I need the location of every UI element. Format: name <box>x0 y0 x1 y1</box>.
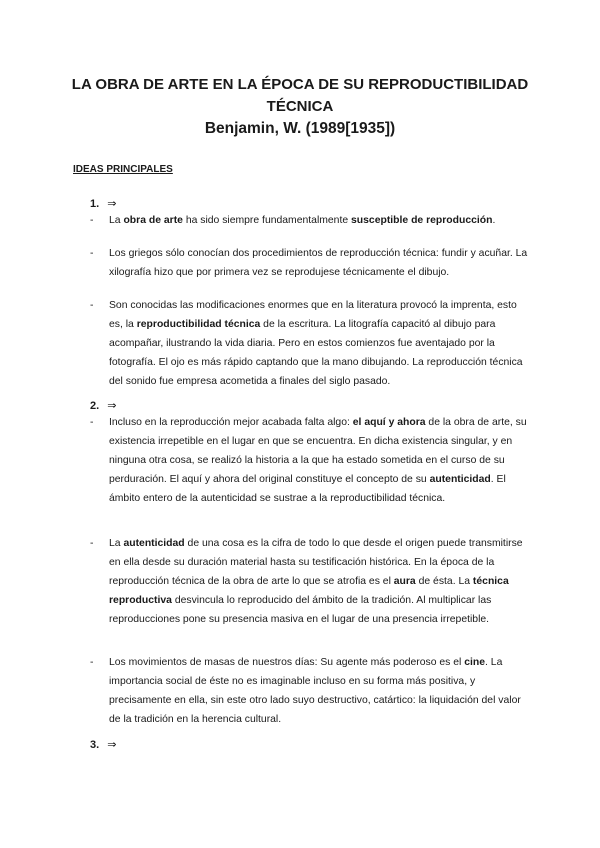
text-run: desvincula lo reproducido del ámbito de la tradición. Al multiplicar las reproducciones pone su presencia masiva en el lugar de una presencia irrepetible. <box>109 595 492 625</box>
bold-term: técnica reproductiva <box>109 576 509 606</box>
list-item <box>90 296 530 391</box>
text-run: de ésta. La <box>415 576 473 587</box>
item-text <box>109 296 530 391</box>
author-citation: Benjamin, W. (1989[1935]) <box>204 120 396 137</box>
section-number-1 <box>90 197 116 210</box>
item-text <box>109 534 530 629</box>
dash-bullet: - <box>90 657 94 668</box>
bold-term: susceptible de reproducción <box>351 215 493 226</box>
text-run: La <box>109 538 124 549</box>
title-line-1: LA OBRA DE ARTE EN LA ÉPOCA DE SU REPRODUCTIBILIDAD <box>71 76 529 93</box>
text-run: de la escritura. La litografía capacitó al dibujo para acompañar, ilustrando la vida diaria. Pero en estos comienzos fue aventajado por la fotografía. El ojo es más rápido captando que la mano dibujando. La reproducción técnica del sonido fue empresa acometida a finales del siglo pasado. <box>109 319 523 387</box>
text-run: de una cosa es la cifra de todo lo que desde el origen puede transmitirse en ella desde su duración material hasta su testificación histórica. En la época de la reproducción técnica de la obra de arte lo que se atrofia es el <box>109 538 523 587</box>
list-item <box>90 534 530 629</box>
dash-bullet: - <box>90 417 94 428</box>
text-run: de la obra de arte, su existencia irrepetible en el lugar en que se encuentra. En dicha existencia singular, y en ninguna otra cosa, se realizó la historia a la que ha estado sometida en el curso de su perduración. El aquí y ahora del original constituye el concepto de su <box>109 417 527 485</box>
dash-bullet: - <box>90 248 94 259</box>
item-text <box>109 653 530 729</box>
bold-term: autenticidad <box>123 538 185 549</box>
text-run: . <box>492 215 496 226</box>
text-run: Los movimientos de masas de nuestros días: Su agente más poderoso es el <box>109 657 465 668</box>
title-line-2: TÉCNICA <box>266 98 334 115</box>
list-item <box>90 413 530 508</box>
bold-term: obra de arte <box>123 215 183 226</box>
text-run: . La importancia social de éste no es imaginable incluso en su forma más positiva, y precisamente en ella, sin este otro lado suyo destructivo, catártico: la liquidación del valor de la tradición en la herencia cultural. <box>109 657 521 725</box>
implies-arrow-icon: ⇒ <box>107 198 117 210</box>
item-text <box>109 413 530 508</box>
implies-arrow-icon: ⇒ <box>107 739 117 751</box>
section-heading: IDEAS PRINCIPALES <box>73 164 173 175</box>
bold-term: el aquí y ahora <box>352 417 426 428</box>
implies-arrow-icon: ⇒ <box>107 400 117 412</box>
section-number-label: 1. <box>90 198 100 210</box>
item-text <box>109 211 530 230</box>
text-run: . El ámbito entero de la autenticidad se sustrae a la reproductibilidad técnica. <box>109 474 506 504</box>
dash-bullet: - <box>90 538 94 549</box>
text-run: Son conocidas las modificaciones enormes que en la literatura provocó la imprenta, esto es, la <box>109 300 517 330</box>
item-text: Los griegos sólo conocían dos procedimientos de reproducción técnica: fundir y acuñar. La xilografía hizo que por primera vez se reprodujese técnicamente el dibujo. <box>109 248 528 278</box>
list-item <box>90 653 530 729</box>
section-number-3 <box>90 738 116 751</box>
document-title <box>60 74 540 140</box>
bold-term: cine <box>464 657 486 668</box>
text-run: ha sido siempre fundamentalmente <box>182 215 352 226</box>
text-run: Incluso en la reproducción mejor acabada falta algo: <box>109 417 353 428</box>
dash-bullet: - <box>90 215 94 226</box>
dash-bullet: - <box>90 300 94 311</box>
list-item <box>90 244 530 282</box>
section-number-label: 3. <box>90 739 100 751</box>
section-number-2 <box>90 399 116 412</box>
bold-term: aura <box>393 576 416 587</box>
section-number-label: 2. <box>90 400 100 412</box>
text-run: La <box>109 215 124 226</box>
bold-term: autenticidad <box>429 474 491 485</box>
bold-term: reproductibilidad técnica <box>136 319 261 330</box>
list-item <box>90 211 530 230</box>
